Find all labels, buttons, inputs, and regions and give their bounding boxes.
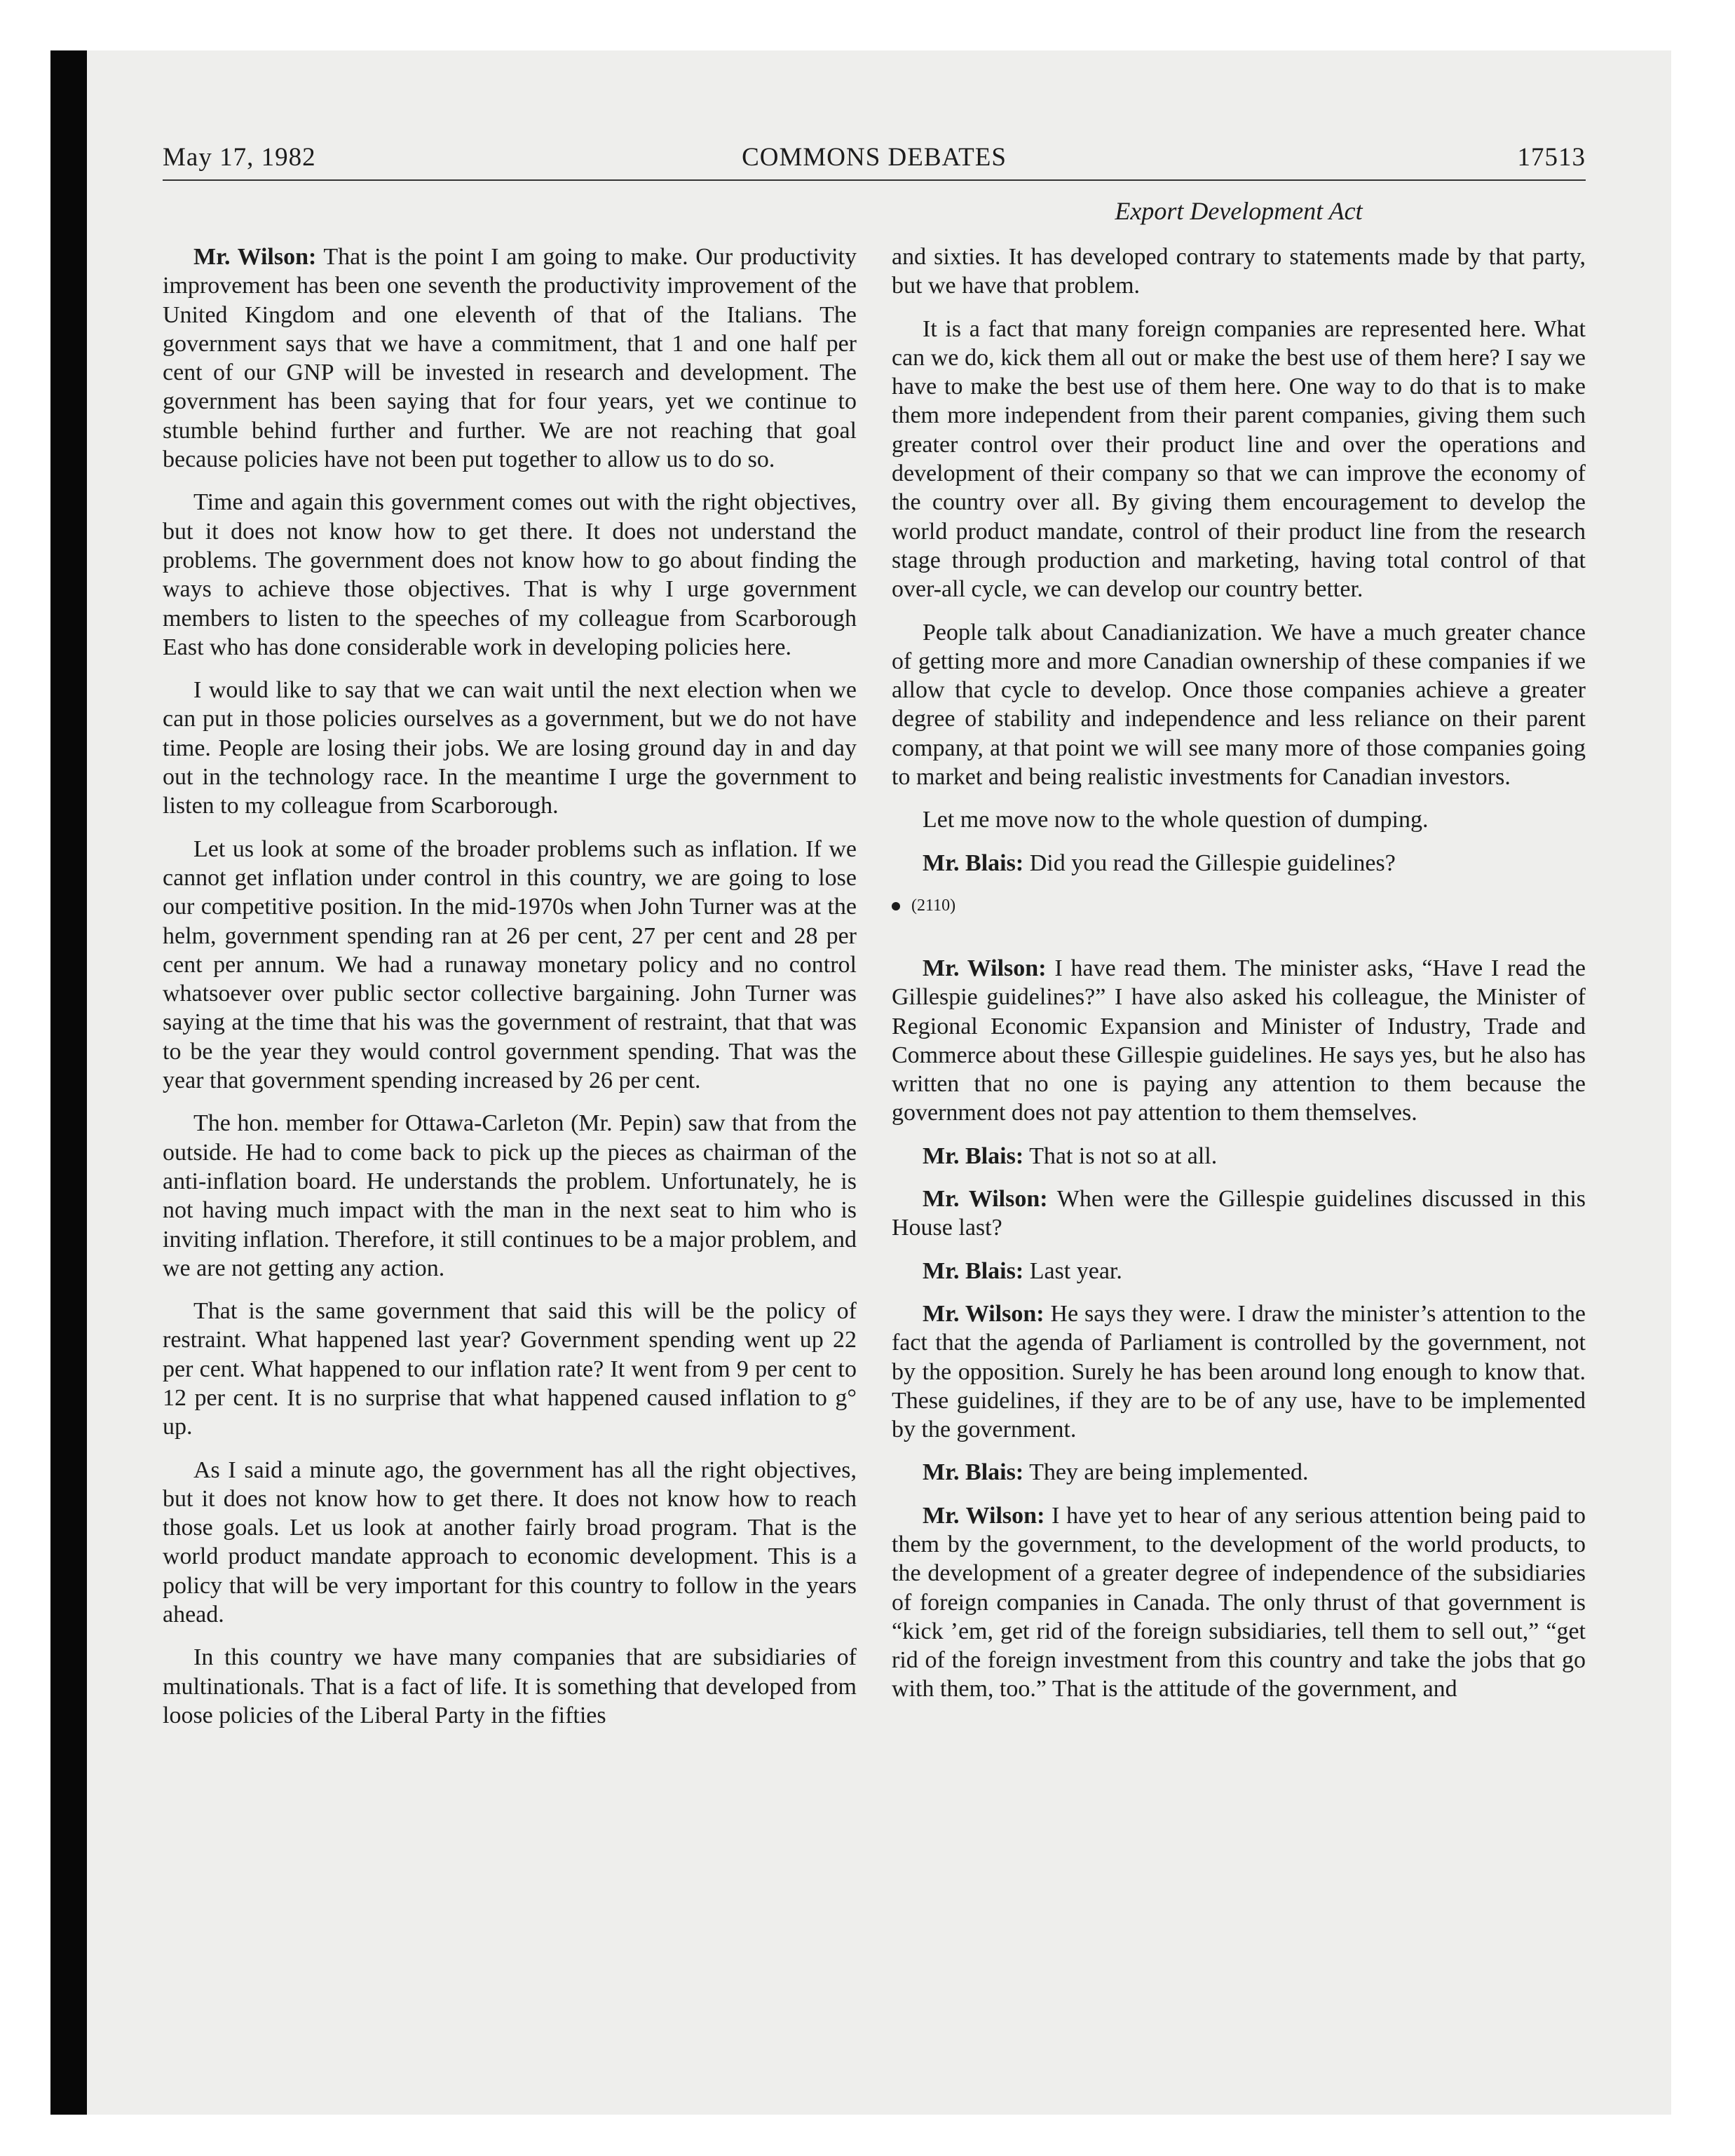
paragraph	[892, 1458, 1586, 1487]
paragraph	[163, 1109, 857, 1283]
paragraph-text: I would like to say that we can wait until the next election when we can put in those policies ourselves as a government, but we do not have time. People are losing their jobs. We are losing ground day in and day out in the technology race. In the meantime I urge the government to listen to my colleague from Scarborough.	[163, 677, 857, 819]
paragraph	[892, 243, 1586, 301]
paragraph-text: He says they were. I draw the minister’s attention to the fact that the agenda of Parliament is controlled by the government, not by the opposition. Surely he has been around long enough to know that. These guidelines, if they are to be of any use, have to be implemented by the government.	[892, 1300, 1586, 1443]
bullet-icon	[892, 902, 900, 910]
header-rule	[163, 179, 1586, 181]
paragraph-text: People talk about Canadianization. We have a much greater chance of getting more and more Canadian ownership of these companies if we allow that cycle to develop. Once those companies achieve a greater degree of stability and independence and less reliance on their parent company, at that point we will see many more of those companies going to market and being realistic investments for Canadian investors.	[892, 619, 1586, 791]
paragraph	[163, 488, 857, 662]
paragraph-text: That is the point I am going to make. Our productivity improvement has been one seventh the productivity improvement of the United Kingdom and one eleventh of that of the Italians. The government says that we have a commitment, that 1 and one half per cent of our GNP will be invested in research and development. The government has been saying that for four years, yet we continue to stumble behind further and further. We are not reaching that goal because policies have not been put together to allow us to do so.	[163, 244, 857, 473]
header-publication: COMMONS DEBATES	[742, 143, 1007, 172]
left-column	[163, 243, 857, 1744]
paragraph-text: I have yet to hear of any serious attention being paid to them by the government, to the development of the world products, to the development of a greater degree of independence of the subsidiaries of foreign companies in Canada. The only thrust of that government is “kick ’em, get rid of the foreign subsidiaries, tell them to sell out,” “get rid of the foreign investment from this country and take the jobs that go with them, too.” That is the attitude of the government, and	[892, 1502, 1586, 1703]
right-column-bottom	[892, 954, 1586, 1704]
paragraph-text: As I said a minute ago, the government has all the right objectives, but it does not know how to get there. It does not know how to reach those goals. Let us look at another fairly broad program. That is the world product mandate approach to economic development. This is a policy that will be very important for this country to follow in the years ahead.	[163, 1456, 857, 1628]
paragraph	[892, 1142, 1586, 1171]
paragraph	[163, 676, 857, 820]
speaker-name: Mr. Blais:	[923, 850, 1024, 876]
section-title: Export Development Act	[1115, 197, 1363, 225]
paragraph-text: and sixties. It has developed contrary to statements made by that party, but we have that problem.	[892, 244, 1586, 299]
paragraph-text: It is a fact that many foreign companies are represented here. What can we do, kick them all out or make the best use of them here? I say we have to make the best use of them here. One way to do that is to make them more independent from their parent companies, giving them such greater control over their product line and over the operations and development of their company so that we can improve the economy of the country over all. By giving them encouragement to develop the world product mandate, control of their product line from the research stage through production and marketing, having total control of that over-all cycle, we can develop our country better.	[892, 315, 1586, 603]
paragraph-text: In this country we have many companies that are subsidiaries of multinationals. That is a fact of life. It is something that developed from loose policies of the Liberal Party in the fifties	[163, 1644, 857, 1728]
paragraph-text: They are being implemented.	[1023, 1459, 1309, 1486]
paragraph-text: Time and again this government comes out with the right objectives, but it does not know how to get there. It does not understand the problems. The government does not know how to go about finding the ways to achieve those objectives. That is why I urge government members to listen to the speeches of my colleague from Scarborough East who has done considerable work in developing policies here.	[163, 489, 857, 660]
page-header	[163, 142, 1586, 184]
paragraph	[892, 954, 1586, 1128]
right-column	[892, 243, 1586, 1718]
speaker-name: Mr. Blais:	[923, 1459, 1024, 1486]
paragraph	[163, 243, 857, 474]
paragraph-text: I have read them. The minister asks, “Have I read the Gillespie guidelines?” I have also asked his colleague, the Minister of Regional Economic Expansion and Minister of Industry, Trade and Commerce about these Gillespie guidelines. He says yes, but he also has written that no one is paying any attention to them because the government does not pay attention to them themselves.	[892, 955, 1586, 1126]
paragraph	[163, 1643, 857, 1730]
paragraph	[892, 849, 1586, 878]
paragraph-text: That is not so at all.	[1023, 1142, 1218, 1169]
paragraph	[892, 1257, 1586, 1285]
speaker-name: Mr. Wilson:	[923, 1300, 1045, 1327]
header-page-number: 17513	[1517, 143, 1586, 172]
paragraph	[163, 1297, 857, 1441]
speaker-name: Mr. Wilson:	[193, 244, 317, 270]
time-marker-text: (2110)	[911, 896, 956, 915]
paragraph	[163, 1456, 857, 1630]
speaker-name: Mr. Wilson:	[923, 1502, 1045, 1529]
paragraph	[892, 315, 1586, 604]
paragraph-text: The hon. member for Ottawa-Carleton (Mr. Pepin) saw that from the outside. He had to come back to pick up the pieces as chairman of the anti-inflation board. He understands the problem. Unfortunately, he is not having much impact with the man in the next seat to him who is inviting inflation. Therefore, it still continues to be a major problem, and we are not getting any action.	[163, 1110, 857, 1281]
speaker-name: Mr. Blais:	[923, 1257, 1024, 1284]
speaker-name: Mr. Wilson:	[923, 1186, 1048, 1213]
paragraph-text: Did you read the Gillespie guidelines?	[1023, 850, 1396, 876]
paragraph-text: That is the same government that said this will be the policy of restraint. What happened last year? Government spending went up 22 per cent. What happened to our inflation rate? It went from 9 per cent to 12 per cent. It is no surprise that what happened caused inflation to g° up.	[163, 1298, 857, 1440]
paragraph-text: Let me move now to the whole question of dumping.	[923, 807, 1429, 833]
paragraph-text: Last year.	[1023, 1257, 1122, 1284]
paragraph	[892, 1185, 1586, 1243]
scan-edge-shadow	[50, 50, 87, 2115]
paragraph-text: When were the Gillespie guidelines discussed in this House last?	[892, 1186, 1586, 1241]
speaker-name: Mr. Wilson:	[923, 955, 1047, 981]
paragraph	[892, 618, 1586, 792]
paragraph	[892, 1299, 1586, 1444]
header-date: May 17, 1982	[163, 143, 316, 172]
speaker-name: Mr. Blais:	[923, 1142, 1024, 1169]
paragraph	[892, 805, 1586, 834]
paragraph	[892, 1501, 1586, 1704]
paragraph	[163, 835, 857, 1096]
paragraph-text: Let us look at some of the broader problems such as inflation. If we cannot get inflation under control in this country, we are going to lose our competitive position. In the mid-1970s when John Turner was at the helm, government spending ran at 26 per cent, 27 per cent and 28 per cent per annum. We had a runaway monetary policy and no control whatsoever over public sector collective bargaining. John Turner was saying at the time that his was the government of restraint, that that was to be the year they would control government spending. That was the year that government spending increased by 26 per cent.	[163, 835, 857, 1094]
time-marker	[892, 892, 1586, 920]
right-column-top	[892, 243, 1586, 878]
